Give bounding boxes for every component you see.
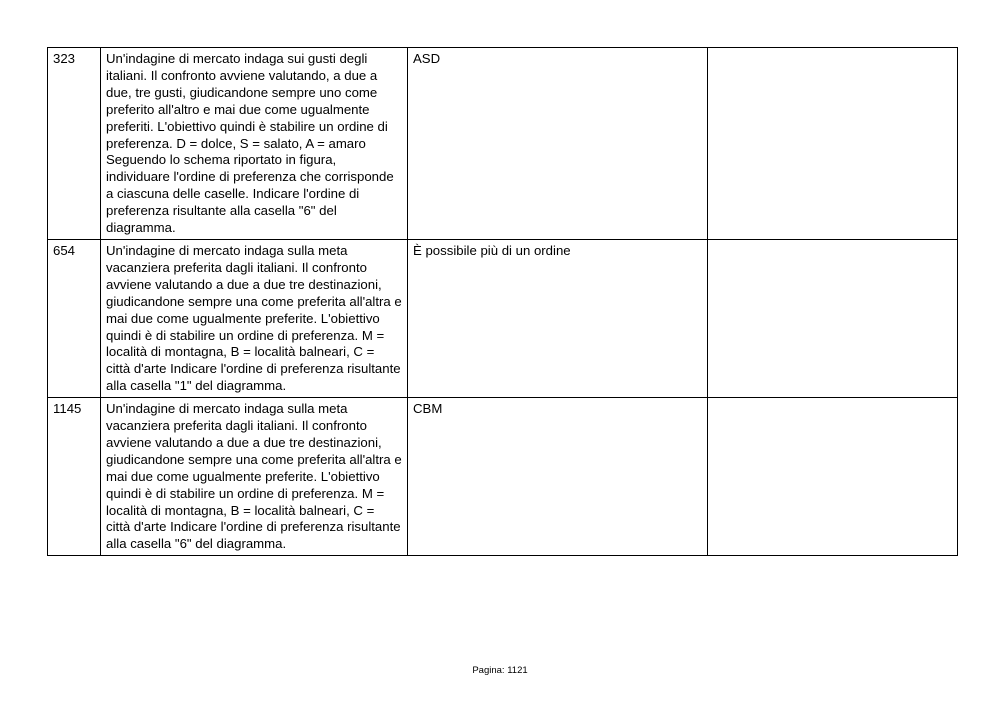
empty-cell [708, 239, 958, 397]
question-text-cell: Un'indagine di mercato indaga sulla meta vacanziera preferita dagli italiani. Il confronto avviene valutando a due a due tre destinazioni, giudicandone sempre una come preferita all'altra e mai due come ugualmente preferite. L'obiettivo quindi è di stabilire un ordine di preferenza. M = località di montagna, B = località balneari, C = città d'arte Indicare l'ordine di preferenza risultante alla casella "1" del diagramma. [101, 239, 408, 397]
empty-cell [708, 398, 958, 556]
answer-cell: ASD [408, 48, 708, 240]
question-text-cell: Un'indagine di mercato indaga sulla meta vacanziera preferita dagli italiani. Il confronto avviene valutando a due a due tre destinazioni, giudicandone sempre una come preferita all'altra e mai due come ugualmente preferite. L'obiettivo quindi è di stabilire un ordine di preferenza. M = località di montagna, B = località balneari, C = città d'arte Indicare l'ordine di preferenza risultante alla casella "6" del diagramma. [101, 398, 408, 556]
page-number-footer: Pagina: 1121 [472, 665, 528, 676]
table-row [48, 48, 958, 240]
answer-cell: È possibile più di un ordine [408, 239, 708, 397]
table-row [48, 398, 958, 556]
answer-cell: CBM [408, 398, 708, 556]
table-row [48, 239, 958, 397]
empty-cell [708, 48, 958, 240]
question-id-cell: 1145 [48, 398, 101, 556]
question-text-cell: Un'indagine di mercato indaga sui gusti degli italiani. Il confronto avviene valutando, a due a due, tre gusti, giudicandone sempre uno come preferito all'altro e mai due come ugualmente preferiti. L'obiettivo quindi è stabilire un ordine di preferenza. D = dolce, S = salato, A = amaro Seguendo lo schema riportato in figura, individuare l'ordine di preferenza che corrisponde a ciascuna delle caselle. Indicare l'ordine di preferenza risultante alla casella "6" del diagramma. [101, 48, 408, 240]
question-id-cell: 654 [48, 239, 101, 397]
question-id-cell: 323 [48, 48, 101, 240]
questions-table [47, 47, 958, 556]
